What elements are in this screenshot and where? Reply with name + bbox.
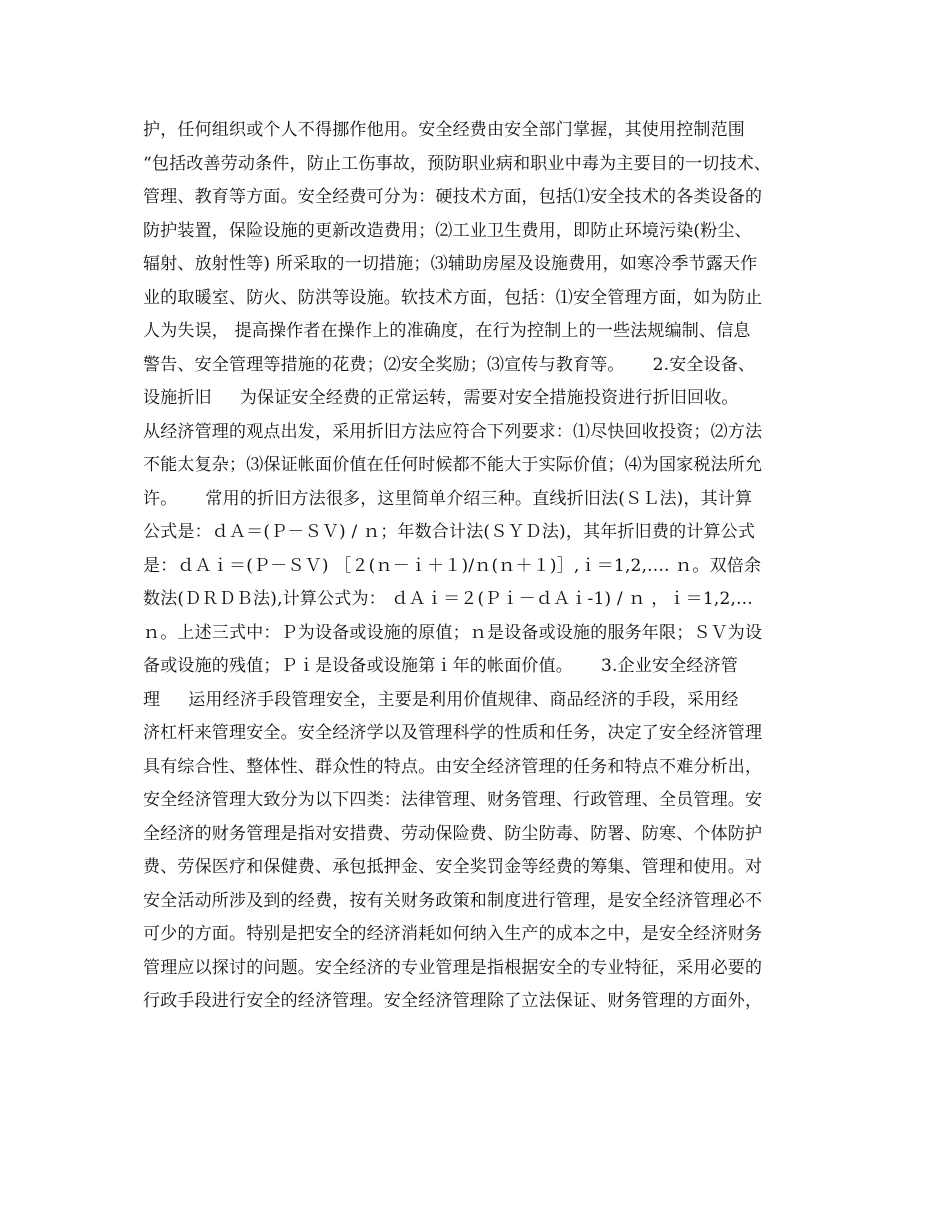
- text-line: 设施折旧 为保证安全经费的正常运转，需要对安全措施投资进行折旧回收。: [143, 388, 739, 408]
- text-line: 辐射、放射性等) 所采取的一切措施；⑶辅助房屋及设施费用，如寒冷季节露天作: [143, 254, 758, 274]
- text-line: 安全经济管理大致分为以下四类：法律管理、财务管理、行政管理、全员管理。安: [143, 790, 763, 810]
- text-line: 管理、教育等方面。安全经费可分为：硬技术方面，包括⑴安全技术的各类设备的: [143, 187, 763, 207]
- text-line: 行政手段进行安全的经济管理。安全经济管理除了立法保证、财务管理的方面外，: [143, 991, 763, 1011]
- text-line: 安全活动所涉及到的经费，按有关财务政策和制度进行管理，是安全经济管理必不: [143, 890, 763, 911]
- text-line: 警告、安全管理等措施的花费；⑵安全奖励；⑶宣传与教育等。 2.安全设备、: [143, 354, 756, 375]
- text-line: ｎ。上述三式中：Ｐ为设备或设施的原值；ｎ是设备或设施的服务年限；ＳＶ为设: [143, 622, 763, 643]
- text-line: 业的取暖室、防火、防洪等设施。软技术方面，包括：⑴安全管理方面，如为防止: [143, 287, 763, 308]
- text-line: 护，任何组织或个人不得挪作他用。安全经费由安全部门掌握，其使用控制范围: [143, 120, 745, 140]
- text-line: 费、劳保医疗和保健费、承包抵押金、安全奖罚金等经费的筹集、管理和使用。对: [143, 857, 763, 877]
- text-line: 不能太复杂；⑶保证帐面价值在任何时候都不能大于实际价值；⑷为国家税法所允: [143, 455, 763, 475]
- text-line: 公式是：ｄＡ＝(Ｐ－ＳＶ) / ｎ；年数合计法(ＳＹＤ法)，其年折旧费的计算公式: [143, 522, 756, 542]
- text-line: 理 运用经济手段管理安全，主要是利用价值规律、商品经济的手段，采用经: [143, 689, 739, 710]
- text-line: 具有综合性、整体性、群众性的特点。由安全经济管理的任务和特点不难分析出，: [143, 756, 763, 777]
- text-line: 可少的方面。特别是把安全的经济消耗如何纳入生产的成本之中，是安全经济财务: [143, 924, 763, 944]
- text-line: 济杠杆来管理安全。安全经济学以及管理科学的性质和任务，决定了安全经济管理: [143, 723, 763, 743]
- text-line: 人为失误， 提高操作者在操作上的准确度，在行为控制上的一些法规编制、信息: [143, 321, 751, 341]
- text-line: 从经济管理的观点出发，采用折旧方法应符合下列要求：⑴尽快回收投资；⑵方法: [143, 421, 763, 442]
- text-line: 管理应以探讨的问题。安全经济的专业管理是指根据安全的专业特征，采用必要的: [143, 957, 763, 978]
- text-line: 是：ｄＡｉ＝(Ｐ－ＳＶ) ［２(ｎ－ｉ＋１)/ｎ(ｎ＋１)］,ｉ＝1,2,.... ｎ。双倍余: [143, 555, 762, 576]
- text-line: 全经济的财务管理是指对安措费、劳动保险费、防尘防毒、防署、防寒、个体防护: [143, 823, 763, 844]
- text-line: “包括改善劳动条件，防止工伤事故，预防职业病和职业中毒为主要目的一切技术、: [143, 153, 772, 174]
- text-line: 防护装置，保险设施的更新改造费用；⑵工业卫生费用，即防止环境污染(粉尘、: [143, 220, 752, 241]
- text-line: 备或设施的残值；Ｐｉ是设备或设施第ｉ年的帐面价值。 3.企业安全经济管: [143, 656, 739, 676]
- body-text: [143, 114, 823, 1019]
- text-line: 许。 常用的折旧方法很多，这里简单介绍三种。直线折旧法(ＳＬ法)，其计算: [143, 488, 753, 509]
- text-line: 数法(ＤＲＤＢ法),计算公式为： ｄＡｉ＝２(Ｐｉ－ｄＡｉ-1) / ｎ ，ｉ＝1,2,...: [143, 589, 753, 609]
